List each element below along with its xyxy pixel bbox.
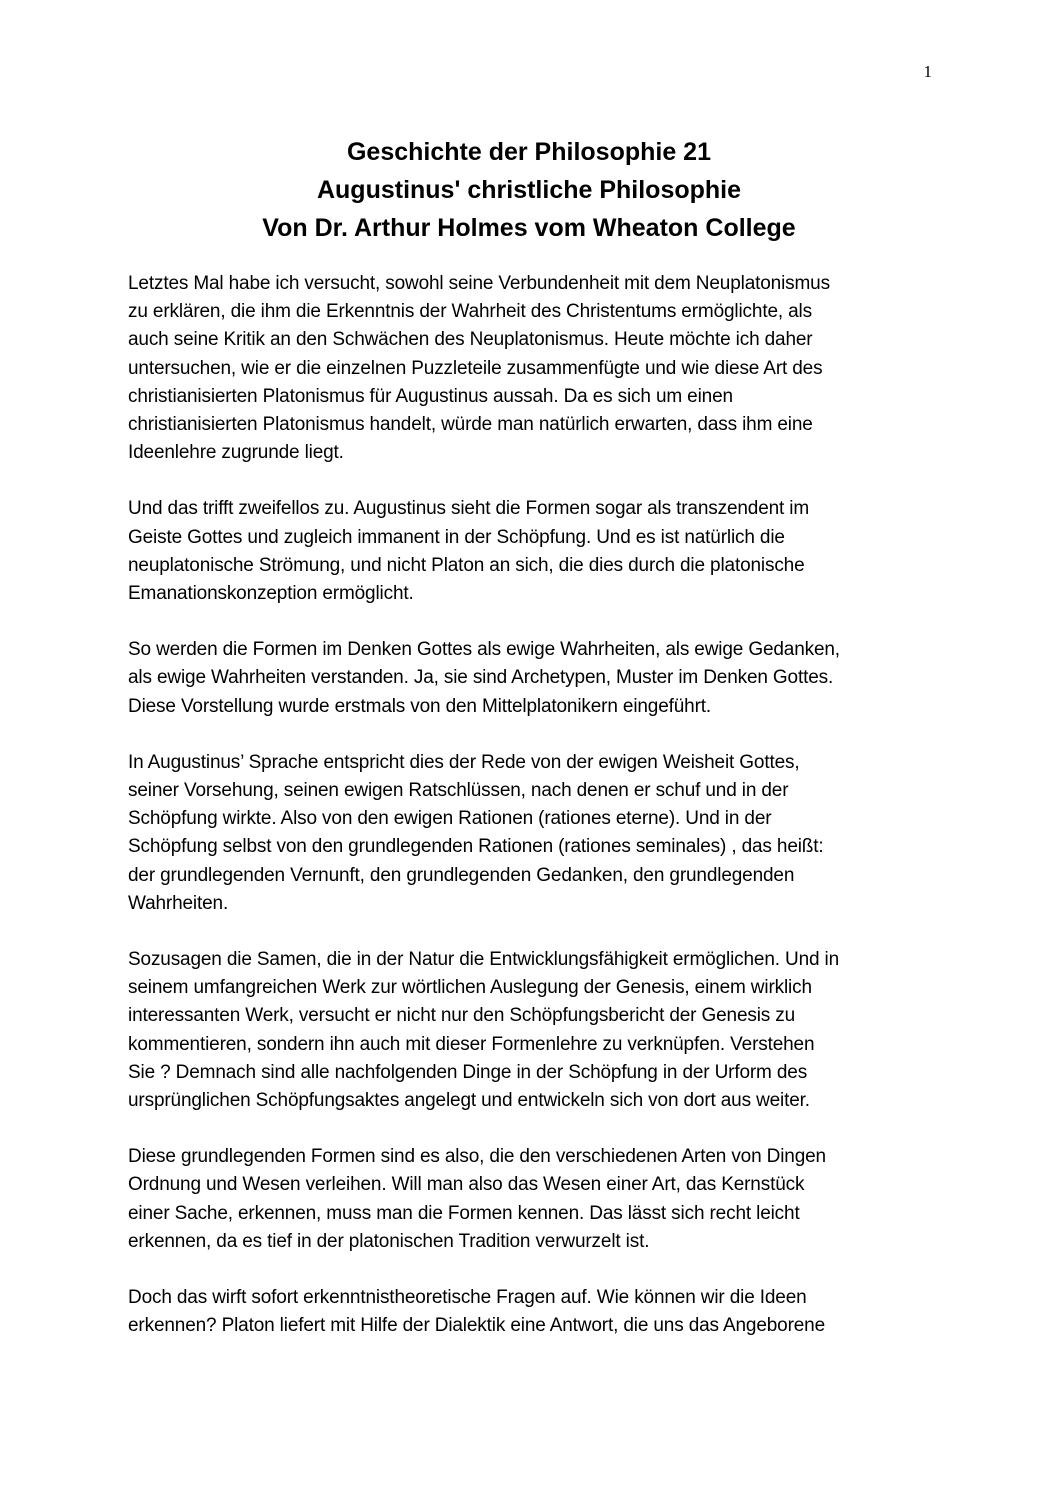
paragraph-1: Letztes Mal habe ich versucht, sowohl seine Verbundenheit mit dem Neuplatonismus zu erklären, die ihm die Erkenntnis der Wahrheit des Christentums ermöglichte, als auch seine Kritik an den Schwächen des Neuplatonismus. Heute möchte ich daher untersuchen, wie er die einzelnen Puzzleteile zusammenfügte und wie diese Art des christianisierten Platonismus für Augustinus aussah. Da es sich um einen christianisierten Platonismus handelt, würde man natürlich erwarten, dass ihm eine Ideenlehre zugrunde liegt. (128, 273, 830, 464)
document-title (0, 133, 1058, 247)
body-text (128, 270, 938, 1369)
paragraph-3: So werden die Formen im Denken Gottes als ewige Wahrheiten, als ewige Gedanken, als ewige Wahrheiten verstanden. Ja, sie sind Archetypen, Muster im Denken Gottes. Diese Vorstellung wurde erstmals von den Mittelplatonikern eingeführt. (128, 639, 840, 717)
paragraph-4: In Augustinus’ Sprache entspricht dies der Rede von der ewigen Weisheit Gottes, seiner Vorsehung, seinen ewigen Ratschlüssen, nach denen er schuf und in der Schöpfung wirkte. Also von den ewigen Rationen (rationes eterne). Und in der Schöpfung selbst von den grundlegenden Rationen (rationes seminales) , das heißt: der grundlegenden Vernunft, den grundlegenden Gedanken, den grundlegenden Wahrheiten. (128, 751, 824, 914)
title-line-2: Augustinus' christliche Philosophie (316, 176, 742, 204)
paragraph-6: Diese grundlegenden Formen sind es also, die den verschiedenen Arten von Dingen Ordnung und Wesen verleihen. Will man also das Wesen einer Art, das Kernstück einer Sache, erkennen, muss man die Formen kennen. Das lässt sich recht leicht erkennen, da es tief in der platonischen Tradition verwurzelt ist. (128, 1146, 826, 1252)
page-number: 1 (923, 62, 932, 81)
title-line-3: Von Dr. Arthur Holmes vom Wheaton College (262, 214, 796, 242)
paragraph-2: Und das trifft zweifellos zu. Augustinus sieht die Formen sogar als transzendent im Geiste Gottes und zugleich immanent in der Schöpfung. Und es ist natürlich die neuplatonische Strömung, und nicht Platon an sich, die dies durch die platonische Emanationskonzeption ermöglicht. (128, 498, 810, 605)
paragraph-7: Doch das wirft sofort erkenntnistheoretische Fragen auf. Wie können wir die Ideen erkennen? Platon liefert mit Hilfe der Dialektik eine Antwort, die uns das Angeborene (128, 1287, 825, 1337)
paragraph-5: Sozusagen die Samen, die in der Natur die Entwicklungsfähigkeit ermöglichen. Und in seinem umfangreichen Werk zur wörtlichen Auslegung der Genesis, einem wirklich interessanten Werk, versucht er nicht nur den Schöpfungsbericht der Genesis zu kommentieren, sondern ihn auch mit dieser Formenlehre zu verknüpfen. Verstehen Sie ? Demnach sind alle nachfolgenden Dinge in der Schöpfung in der Urform des ursprünglichen Schöpfungsaktes angelegt und entwickeln sich von dort aus weiter. (128, 949, 840, 1112)
title-line-1: Geschichte der Philosophie 21 (346, 138, 711, 166)
